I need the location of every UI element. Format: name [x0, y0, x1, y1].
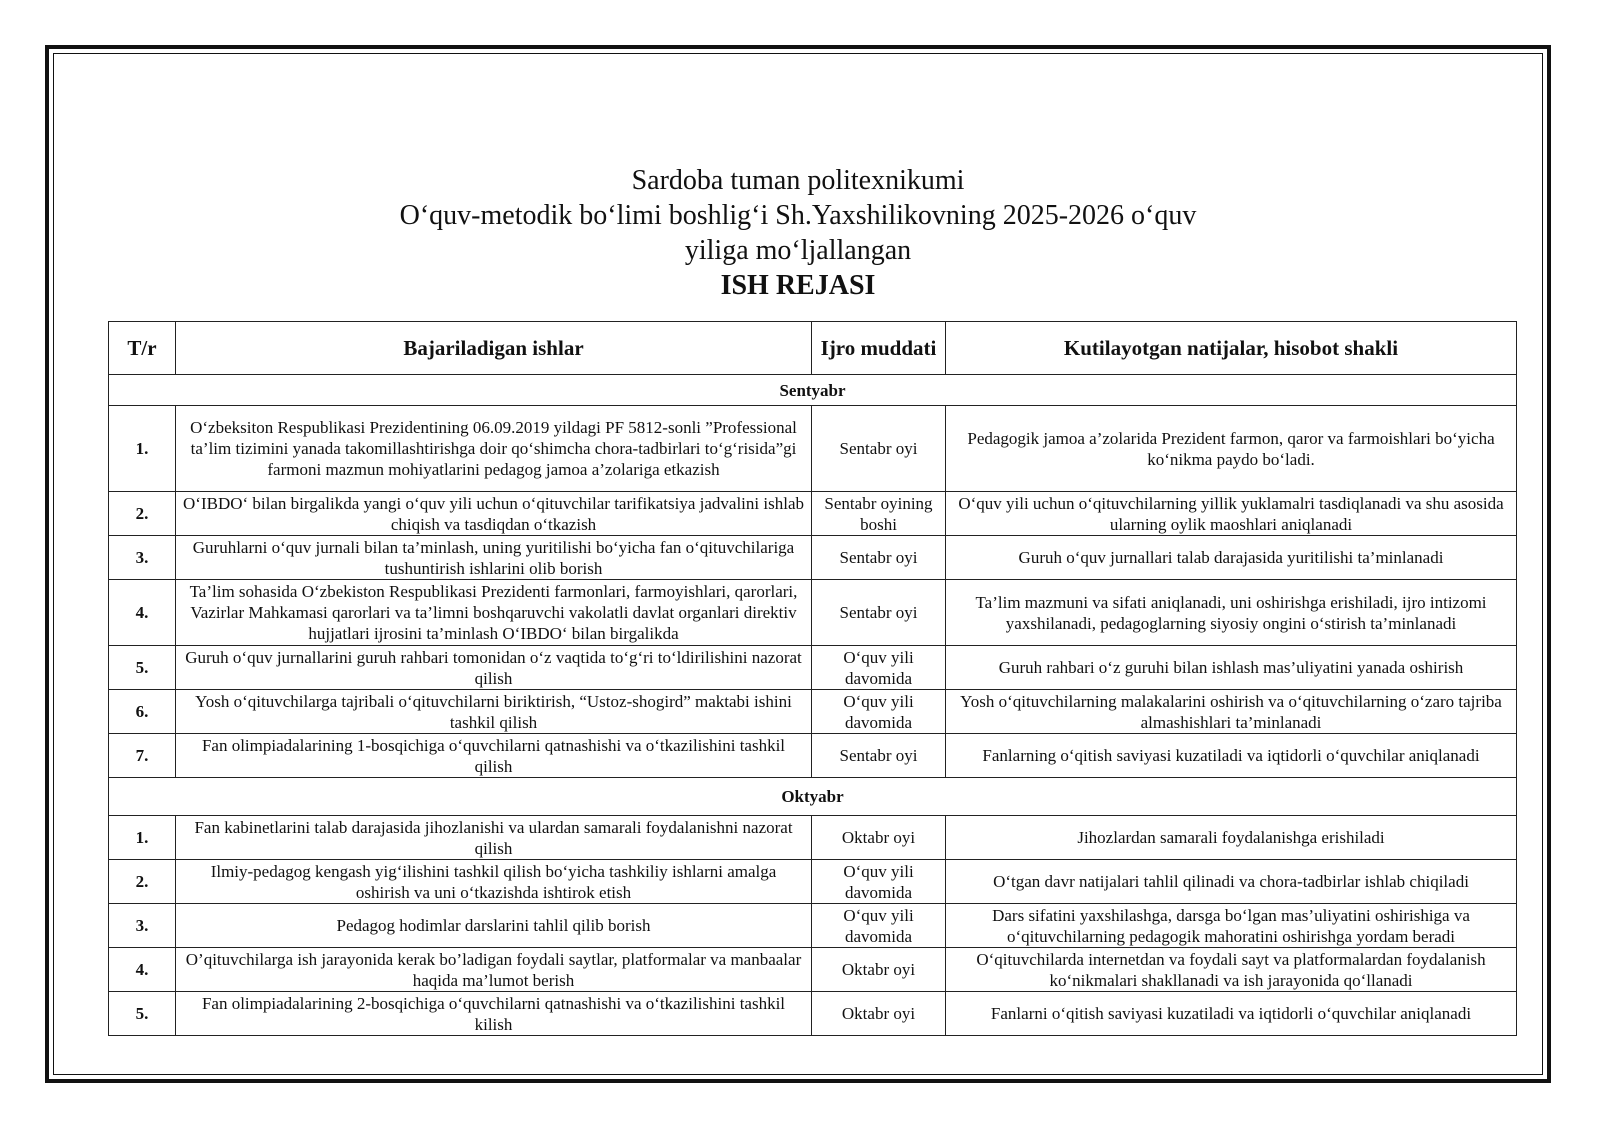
table-row	[109, 406, 1517, 492]
month-label: Oktyabr	[109, 778, 1517, 816]
row-deadline: Sentabr oyining boshi	[812, 492, 946, 536]
row-deadline: O‘quv yili davomida	[812, 904, 946, 948]
row-deadline: Oktabr oyi	[812, 992, 946, 1036]
row-result: O‘qituvchilarda internetdan va foydali sayt va platformalardan foydalanish ko‘nikmalari shakllanadi va ish jarayonida qo‘llanadi	[946, 948, 1517, 992]
table-row	[109, 492, 1517, 536]
month-label: Sentyabr	[109, 375, 1517, 406]
row-task: Guruh o‘quv jurnallarini guruh rahbari tomonidan o‘z vaqtida to‘g‘ri to‘ldirilishini nazorat qilish	[176, 646, 812, 690]
row-result: Ta’lim mazmuni va sifati aniqlanadi, uni oshirishga erishiladi, ijro intizomi yaxshilanadi, pedagoglarning siyosiy ongini o‘stirish ta’minlanadi	[946, 580, 1517, 646]
table-row	[109, 690, 1517, 734]
row-result: Dars sifatini yaxshilashga, darsga bo‘lgan mas’uliyatini oshirishiga va o‘qituvchilarning pedagogik mahoratini oshirishga yordam beradi	[946, 904, 1517, 948]
row-deadline: O‘quv yili davomida	[812, 690, 946, 734]
table-row	[109, 948, 1517, 992]
row-number: 2.	[109, 492, 176, 536]
row-number: 2.	[109, 860, 176, 904]
row-number: 3.	[109, 904, 176, 948]
heading-subtitle: O‘quv-metodik bo‘limi boshlig‘i Sh.Yaxshilikovning 2025-2026 o‘quv	[399, 200, 1197, 231]
row-deadline: Oktabr oyi	[812, 816, 946, 860]
row-task: O‘IBDO‘ bilan birgalikda yangi o‘quv yili uchun o‘qituvchilar tarifikatsiya jadvalini ishlab chiqish va tasdiqdan o‘tkazish	[176, 492, 812, 536]
row-number: 7.	[109, 734, 176, 778]
row-task: Fan kabinetlarini talab darajasida jihozlanishi va ulardan samarali foydalanishni nazorat qilish	[176, 816, 812, 860]
table-row	[109, 536, 1517, 580]
row-result: Yosh o‘qituvchilarning malakalarini oshirish va o‘qituvchilarning o‘zaro tajriba almashishlari ta’minlanadi	[946, 690, 1517, 734]
row-result: Guruh rahbari o‘z guruhi bilan ishlash mas’uliyatini yanada oshirish	[946, 646, 1517, 690]
row-task: Yosh o‘qituvchilarga tajribali o‘qituvchilarni biriktirish, “Ustoz-shogird” maktabi ishini tashkil qilish	[176, 690, 812, 734]
row-deadline: Sentabr oyi	[812, 734, 946, 778]
table-row	[109, 816, 1517, 860]
work-plan-table	[108, 321, 1517, 1036]
table-row	[109, 646, 1517, 690]
header-number: T/r	[109, 322, 176, 375]
row-deadline: O‘quv yili davomida	[812, 646, 946, 690]
row-deadline: Oktabr oyi	[812, 948, 946, 992]
row-number: 4.	[109, 948, 176, 992]
row-task: Fan olimpiadalarining 2-bosqichiga o‘quvchilarni qatnashishi va o‘tkazilishini tashkil kilish	[176, 992, 812, 1036]
table-header-row	[109, 322, 1517, 375]
row-deadline: O‘quv yili davomida	[812, 860, 946, 904]
header-result: Kutilayotgan natijalar, hisobot shakli	[946, 322, 1517, 375]
row-number: 5.	[109, 992, 176, 1036]
row-result: Jihozlardan samarali foydalanishga erishiladi	[946, 816, 1517, 860]
month-row-september	[109, 375, 1517, 406]
row-result: Pedagogik jamoa a’zolarida Prezident farmon, qaror va farmoishlari bo‘yicha ko‘nikma paydo bo‘ladi.	[946, 406, 1517, 492]
page-title: ISH REJASI	[720, 270, 876, 301]
row-result: Guruh o‘quv jurnallari talab darajasida yuritilishi ta’minlanadi	[946, 536, 1517, 580]
row-number: 6.	[109, 690, 176, 734]
row-result: O‘tgan davr natijalari tahlil qilinadi va chora-tadbirlar ishlab chiqiladi	[946, 860, 1517, 904]
table-row	[109, 580, 1517, 646]
row-number: 4.	[109, 580, 176, 646]
row-number: 5.	[109, 646, 176, 690]
row-deadline: Sentabr oyi	[812, 536, 946, 580]
row-number: 1.	[109, 406, 176, 492]
month-row-october	[109, 778, 1517, 816]
row-task: Ilmiy-pedagog kengash yig‘ilishini tashkil qilish bo‘yicha tashkiliy ishlarni amalga oshirish va uni o‘tkazishda ishtirok etish	[176, 860, 812, 904]
row-task: Ta’lim sohasida O‘zbekiston Respublikasi Prezidenti farmonlari, farmoyishlari, qarorlari, Vazirlar Mahkamasi qarorlari va ta’limni boshqaruvchi vakolatli davlat organlari direktiv hujjatlari ijrosini ta’minlash O‘IBDO‘ bilan birgalikda	[176, 580, 812, 646]
row-number: 1.	[109, 816, 176, 860]
row-task: Fan olimpiadalarining 1-bosqichiga o‘quvchilarni qatnashishi va o‘tkazilishini tashkil qilish	[176, 734, 812, 778]
row-result: Fanlarning o‘qitish saviyasi kuzatiladi va iqtidorli o‘quvchilar aniqlanadi	[946, 734, 1517, 778]
heading-subtitle-cont: yiliga mo‘ljallangan	[684, 235, 912, 266]
table-row	[109, 992, 1517, 1036]
header-deadline: Ijro muddati	[812, 322, 946, 375]
row-deadline: Sentabr oyi	[812, 406, 946, 492]
table-row	[109, 904, 1517, 948]
table-row	[109, 860, 1517, 904]
heading-institution: Sardoba tuman politexnikumi	[631, 165, 965, 196]
row-result: O‘quv yili uchun o‘qituvchilarning yillik yuklamalri tasdiqlanadi va shu asosida ularning oylik maoshlari aniqlanadi	[946, 492, 1517, 536]
row-number: 3.	[109, 536, 176, 580]
row-task: Pedagog hodimlar darslarini tahlil qilib borish	[176, 904, 812, 948]
row-task: Guruhlarni o‘quv jurnali bilan ta’minlash, uning yuritilishi bo‘yicha fan o‘qituvchilariga tushuntirish ishlarini olib borish	[176, 536, 812, 580]
header-task: Bajariladigan ishlar	[176, 322, 812, 375]
document-heading	[53, 163, 1543, 304]
table-row	[109, 734, 1517, 778]
row-task: O’qituvchilarga ish jarayonida kerak bo’ladigan foydali saytlar, platformalar va manbaalar haqida ma’lumot berish	[176, 948, 812, 992]
row-deadline: Sentabr oyi	[812, 580, 946, 646]
row-result: Fanlarni o‘qitish saviyasi kuzatiladi va iqtidorli o‘quvchilar aniqlanadi	[946, 992, 1517, 1036]
row-task: O‘zbeksiton Respublikasi Prezidentining 06.09.2019 yildagi PF 5812-sonli ”Professional ta’lim tizimini yanada takomillashtirishga doir qo‘shimcha chora-tadbirlari to‘g‘risida”gi farmoni mazmun mohiyatlarini pedagog jamoa a’zolariga etkazish	[176, 406, 812, 492]
